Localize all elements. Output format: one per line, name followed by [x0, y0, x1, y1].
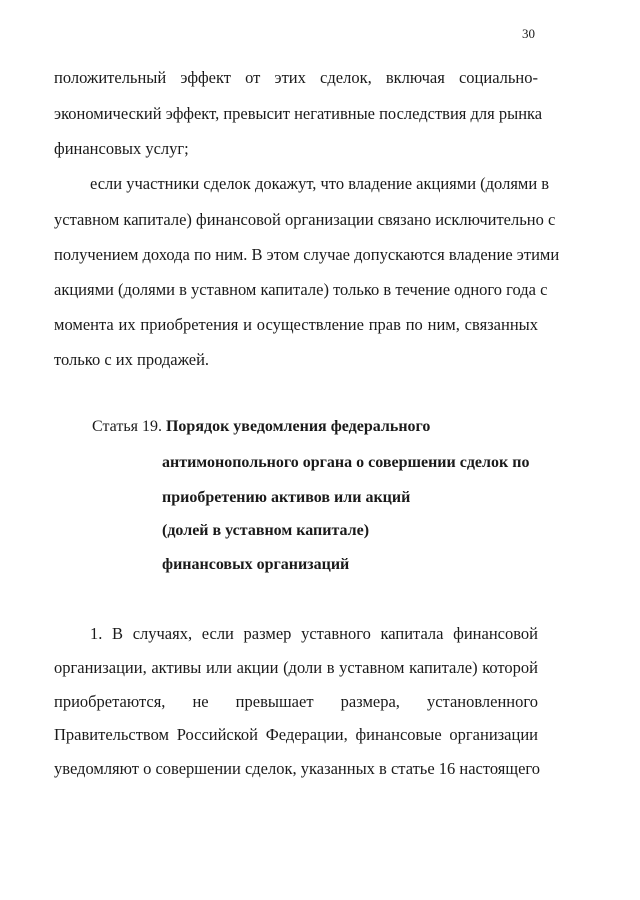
article-label: Статья 19.	[92, 418, 162, 435]
text-line: организации, активы или акции (доли в уставном капитале) которой	[54, 658, 538, 677]
page-number: 30	[522, 26, 535, 41]
article-title-first-line	[92, 418, 430, 436]
text-line: момента их приобретения и осуществление прав по ним, связанных	[54, 315, 538, 334]
article-title-line: приобретению активов или акций	[162, 489, 411, 506]
text-line: приобретаются, не превышает размера, установленного	[54, 692, 538, 711]
text-line: получением дохода по ним. В этом случае допускаются владение этими	[54, 245, 560, 264]
article-title-line: антимонопольного органа о совершении сделок по	[162, 454, 530, 471]
text-line: положительный эффект от этих сделок, включая социально-	[54, 68, 538, 87]
text-line: уставном капитале) финансовой организации связано исключительно с	[54, 210, 556, 229]
text-line: Правительством Российской Федерации, финансовые организации	[54, 725, 538, 744]
article-title-line: Порядок уведомления федерального	[165, 418, 431, 435]
text-line: финансовых услуг;	[54, 139, 189, 158]
text-line: если участники сделок докажут, что владение акциями (долями в	[90, 174, 550, 193]
text-line: уведомляют о совершении сделок, указанных в статье 16 настоящего	[54, 759, 541, 778]
text-line: экономический эффект, превысит негативные последствия для рынка	[54, 104, 543, 123]
article-title-line: финансовых организаций	[162, 556, 350, 573]
article-title-line: (долей в уставном капитале)	[162, 522, 370, 539]
text-line: только с их продажей.	[54, 350, 210, 369]
text-line: акциями (долями в уставном капитале) только в течение одного года с	[54, 280, 548, 299]
text-line: 1. В случаях, если размер уставного капитала финансовой	[90, 624, 538, 643]
